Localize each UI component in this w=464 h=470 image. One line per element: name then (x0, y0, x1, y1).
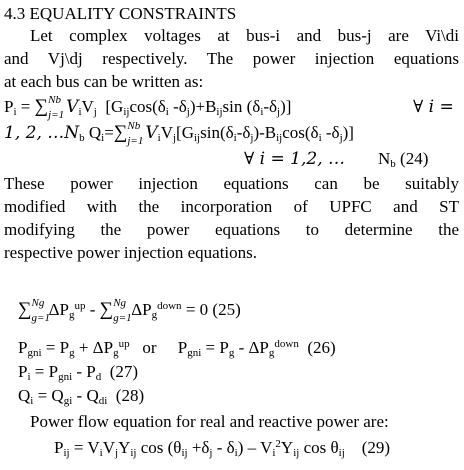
eq24-nb: $N_b$ (24) (378, 149, 429, 170)
para1-line1: Let complex voltages at bus-i and bus-j are Vi\di (30, 26, 459, 45)
eq24-line2: 1, 2, $\dots N_b$ $Q_i=\sum$ Nb j=1 $V_iV_j[G_{ij}\sin(\delta_i-\delta_j)-B_{ij}\cos(\delta_i$ $-\delta_j$)] (4, 120, 354, 147)
eq24-forall1: ∀ i = (413, 97, 454, 117)
eq25-number: (25) (212, 300, 241, 319)
eq24-forall2: ∀ i = 1,2, … (244, 149, 345, 169)
para2-line1: These power injection equations can be suitably (4, 174, 459, 193)
section-heading: 4.3 EQUALITY CONSTRAINTS (4, 4, 237, 23)
para2-line2: modified with the incorporation of UPFC and ST (4, 197, 459, 216)
para1-line3: at each bus can be written as: (4, 72, 204, 91)
sum-limits: Nb j=1 (48, 94, 65, 121)
eq24-p-rhs: [$G_{ij}\cos(\delta_i$ $-\delta_j)+B_{ij}\sin$ $(\delta_i-\delta_j)$] (105, 97, 292, 118)
eq24-number: (24) (400, 149, 429, 168)
eq26-number: (26) (307, 338, 336, 357)
sum-symbol: ∑ (34, 96, 49, 117)
eq29: $P_{ij} = V_iV_jY_{ij}$ $\cos (\theta_{ij} +\delta_j - \delta_i) - V_i^2Y_{ij}$ $\cos \theta_{ij}$ (29) (54, 438, 391, 459)
para3: Power flow equation for real and reactive power are: (30, 412, 389, 431)
eq27: $P_i = P_{gni} - P_d$ (27) (18, 362, 139, 383)
eq27-number: (27) (109, 362, 139, 381)
eq28-number: (28) (115, 386, 145, 405)
eq29-number: (29) (361, 438, 391, 457)
eq24-p: P (4, 97, 14, 116)
eq26: $P_{gni} = P_g + \Delta P_g^{up}$ or $P_{gni} = P_g - \Delta P_g^{down}$ (26) (18, 338, 336, 359)
eq28: $Q_i = Q_{gi} - Q_{di}$ (28) (18, 386, 145, 407)
eq25: ∑ Ng g=1 $\Delta P_g^{up}$ - ∑ Ng g=1 $\Delta P_g^{down} = 0$ (25) (18, 297, 241, 324)
eq24-line1: $P_i$ = ∑ Nb j=1 $V_iV_j$ [$G_{ij}\cos(\delta_i$ $-\delta_j)+B_{ij}\sin$ $(\delta_i-\delta_j)$] (4, 94, 292, 121)
para2-line4: respective power injection equations. (4, 243, 258, 262)
para1-line2: and Vj\dj respectively. The power injection equations (4, 49, 459, 68)
para2-line3: modifying the power equations to determine the (4, 220, 459, 239)
